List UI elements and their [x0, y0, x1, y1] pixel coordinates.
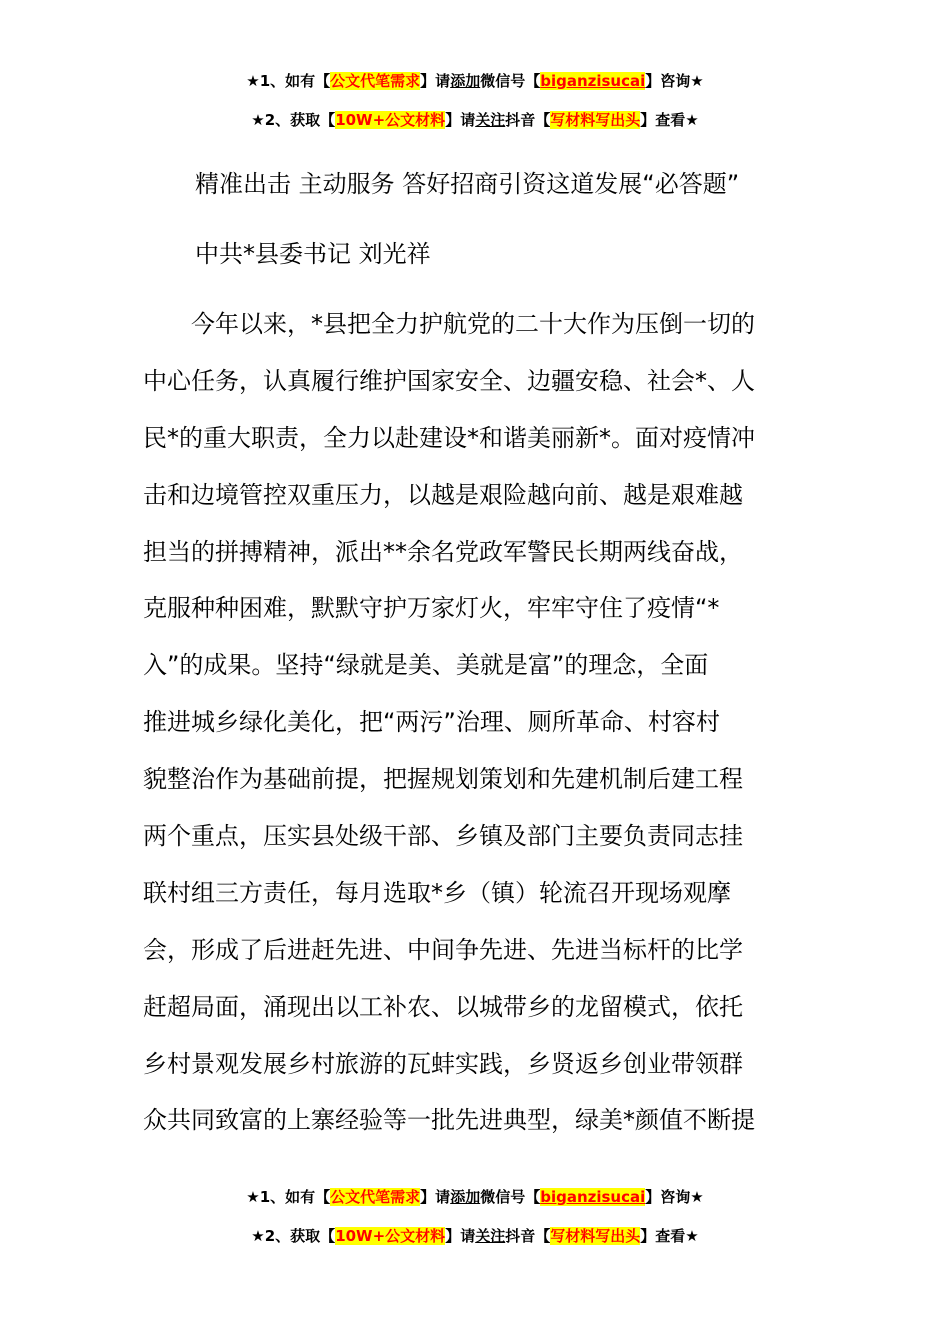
body-line: 中心任务，认真履行维护国家安全、边疆安稳、社会*、人 — [143, 366, 755, 395]
footer-ad-line-1 — [0, 1187, 950, 1207]
ad-underline-add: 添加 — [450, 1188, 481, 1206]
body-line: 击和边境管控双重压力，以越是艰险越向前、越是艰难越 — [143, 480, 743, 509]
ad-text: 】请 — [420, 1188, 451, 1206]
ad-text: ★2、获取【 — [251, 1227, 336, 1245]
ad-text: 抖音【 — [505, 111, 551, 129]
ad-text: 】请 — [445, 1227, 476, 1245]
ad-highlight-douyin-account: 写材料写出头 — [550, 111, 641, 129]
ad-wechat-id-link[interactable]: biganzisucai — [540, 1188, 646, 1206]
document-author: 中共*县委书记 刘光祥 — [195, 240, 431, 268]
body-line: 推进城乡绿化美化，把“两污”治理、厕所革命、村容村 — [143, 708, 720, 737]
ad-underline-add: 添加 — [450, 72, 481, 90]
ad-highlight-materials: 10W+公文材料 — [335, 1227, 446, 1245]
body-line: 今年以来，*县把全力护航党的二十大作为压倒一切的 — [143, 310, 755, 338]
ad-text: 】请 — [420, 72, 451, 90]
body-line: 貌整治作为基础前提，把握规划策划和先建机制后建工程 — [143, 765, 743, 794]
body-line: 会，形成了后进赶先进、中间争先进、先进当标杆的比学 — [143, 935, 743, 964]
ad-text: ★2、获取【 — [251, 111, 336, 129]
ad-highlight-douyin-account: 写材料写出头 — [550, 1227, 641, 1245]
ad-text: 】咨询★ — [645, 1188, 704, 1206]
body-line: 两个重点，压实县处级干部、乡镇及部门主要负责同志挂 — [143, 822, 743, 851]
ad-text: 】请 — [445, 111, 476, 129]
footer-ad — [0, 1187, 950, 1246]
body-line: 赶超局面，涌现出以工补农、以城带乡的龙留模式，依托 — [143, 992, 743, 1021]
header-ad — [0, 71, 950, 130]
body-line: 乡村景观发展乡村旅游的瓦蚌实践，乡贤返乡创业带领群 — [143, 1049, 743, 1078]
ad-wechat-id-link[interactable]: biganzisucai — [540, 72, 646, 90]
body-line: 担当的拼搏精神，派出**余名党政军警民长期两线奋战， — [143, 537, 743, 566]
body-line: 联村组三方责任，每月选取*乡（镇）轮流召开现场观摩 — [143, 878, 731, 907]
ad-text: 抖音【 — [505, 1227, 551, 1245]
ad-text: 】咨询★ — [645, 72, 704, 90]
body-line: 入”的成果。坚持“绿就是美、美就是富”的理念，全面 — [143, 651, 709, 680]
ad-highlight-materials: 10W+公文材料 — [335, 111, 446, 129]
ad-text: 微信号【 — [480, 1188, 541, 1206]
header-ad-line-1 — [0, 71, 950, 91]
ad-highlight-service: 公文代笔需求 — [330, 1188, 421, 1206]
ad-text: ★1、如有【 — [246, 1188, 331, 1206]
header-ad-line-2 — [0, 110, 950, 130]
body-line: 众共同致富的上寨经验等一批先进典型，绿美*颜值不断提 — [143, 1106, 755, 1135]
ad-underline-follow: 关注 — [475, 111, 506, 129]
document-body — [143, 296, 811, 1149]
ad-highlight-service: 公文代笔需求 — [330, 72, 421, 90]
body-line: 克服种种困难，默默守护万家灯火，牢牢守住了疫情“* — [143, 594, 720, 623]
document-title: 精准出击 主动服务 答好招商引资这道发展“必答题” — [195, 170, 740, 198]
footer-ad-line-2 — [0, 1226, 950, 1246]
body-line: 民*的重大职责，全力以赴建设*和谐美丽新*。面对疫情冲 — [143, 423, 755, 452]
ad-underline-follow: 关注 — [475, 1227, 506, 1245]
ad-text: ★1、如有【 — [246, 72, 331, 90]
ad-text: 微信号【 — [480, 72, 541, 90]
ad-text: 】查看★ — [640, 1227, 699, 1245]
ad-text: 】查看★ — [640, 111, 699, 129]
